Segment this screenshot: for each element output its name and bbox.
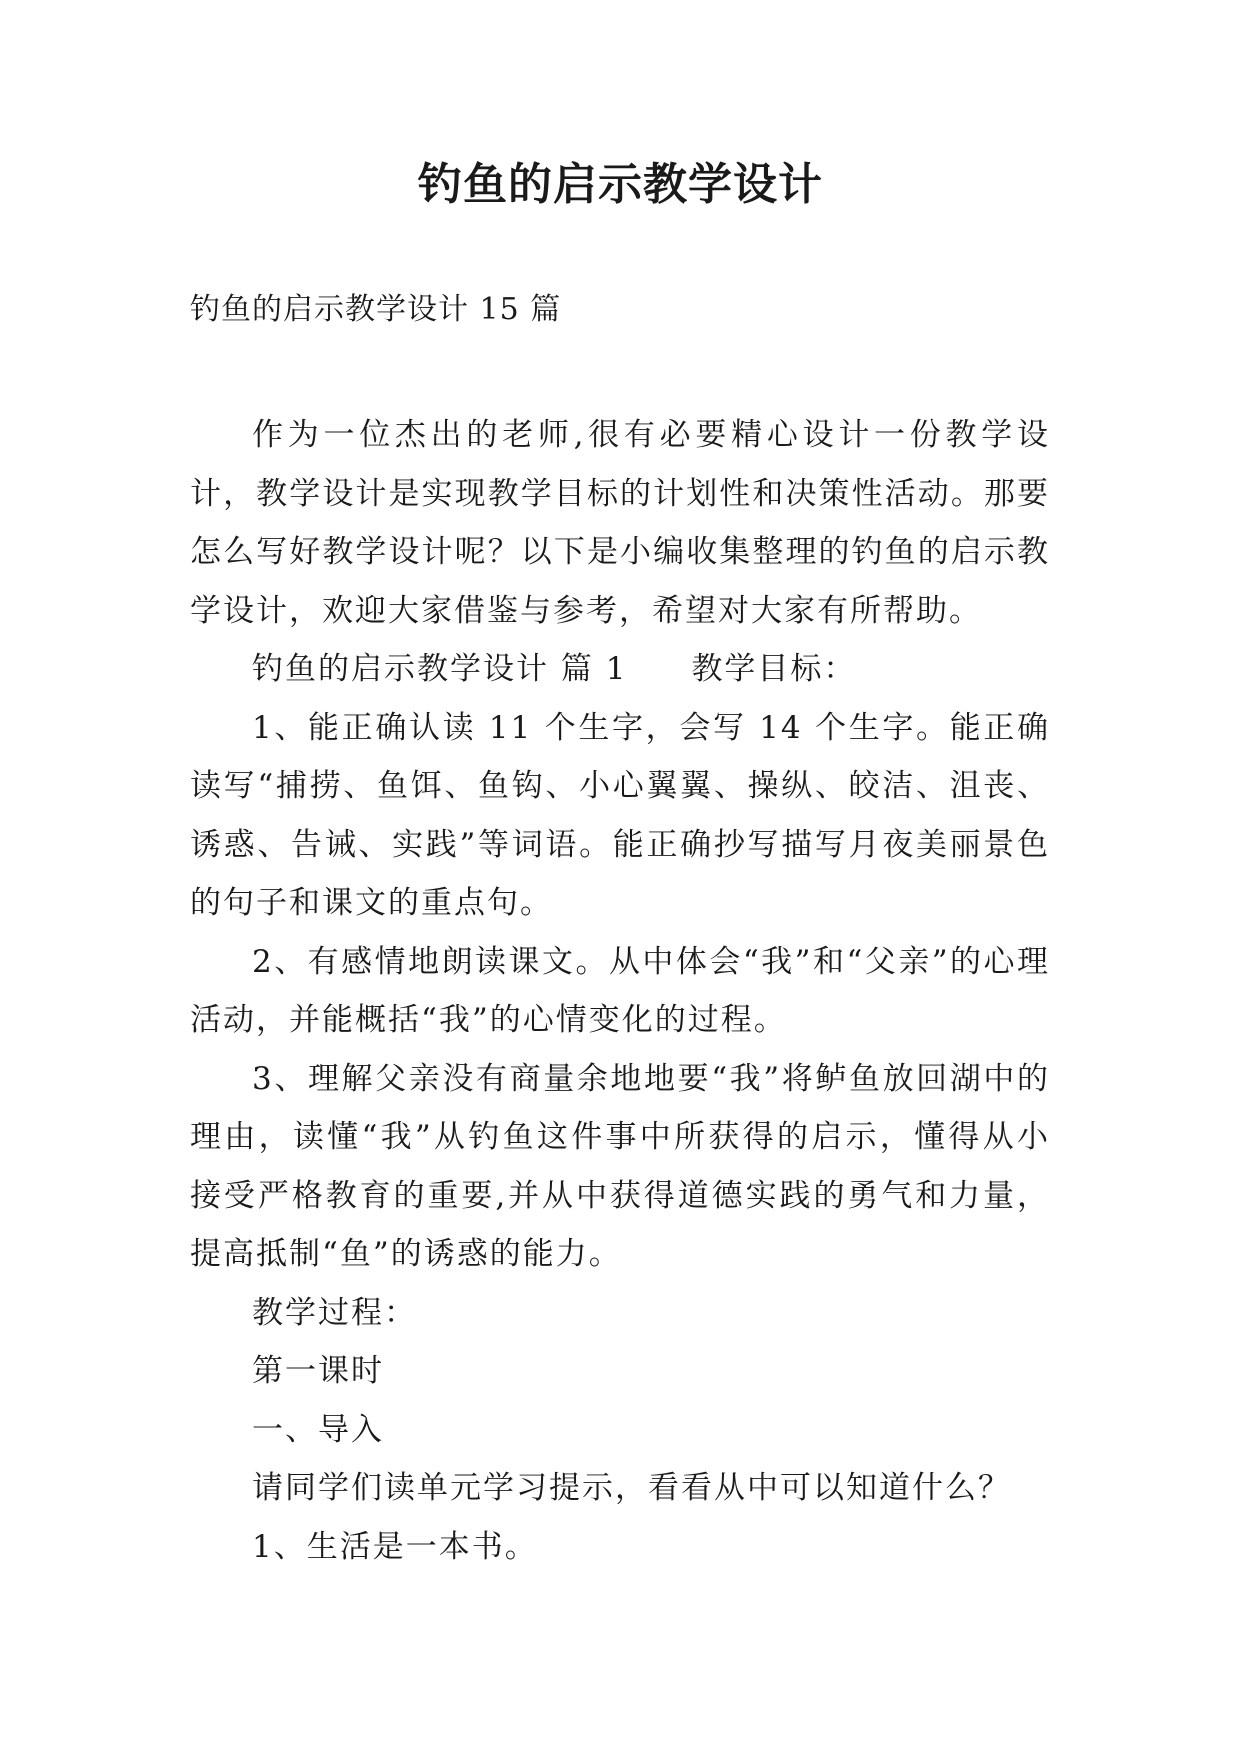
objective-3: 3、理解父亲没有商量余地地要“我”将鲈鱼放回湖中的理由，读懂“我”从钓鱼这件事中所获得的启示，懂得从小接受严格教育的重要,并从中获得道德实践的勇气和力量，提高抵制“鱼”的诱惑的能力。: [190, 1060, 1050, 1272]
section-heading-line: [190, 640, 1050, 699]
point-1: 1、生活是一本书。: [252, 1528, 538, 1565]
prompt-paragraph: 请同学们读单元学习提示，看看从中可以知道什么？: [252, 1470, 1011, 1506]
part-heading: 一、导入: [252, 1411, 384, 1448]
objective-2: 2、有感情地朗读课文。从中体会“我”和“父亲”的心理活动，并能概括“我”的心情变化的过程。: [190, 943, 1050, 1038]
section-heading: 钓鱼的启示教学设计 篇 1: [252, 651, 628, 687]
lesson-label: 第一课时: [252, 1353, 384, 1389]
document-title: 钓鱼的启示教学设计: [418, 159, 823, 210]
intro-paragraph: 作为一位杰出的老师,很有必要精心设计一份教学设计，教学设计是实现教学目标的计划性和决策性活动。那要怎么写好教学设计呢？以下是小编收集整理的钓鱼的启示教学设计，欢迎大家借鉴与参考，希望对大家有所帮助。: [190, 417, 1050, 629]
document-body: [190, 406, 1050, 1576]
objective-1: 1、能正确认读 11 个生字，会写 14 个生字。能正确读写“捕捞、鱼饵、鱼钩、小心翼翼、操纵、皎洁、沮丧、诱惑、告诫、实践”等词语。能正确抄写描写月夜美丽景色的句子和课文的重点句。: [190, 709, 1050, 921]
process-label: 教学过程：: [252, 1294, 417, 1331]
objectives-label: 教学目标：: [691, 651, 857, 687]
document-subtitle: 钓鱼的启示教学设计 15 篇: [190, 292, 562, 327]
